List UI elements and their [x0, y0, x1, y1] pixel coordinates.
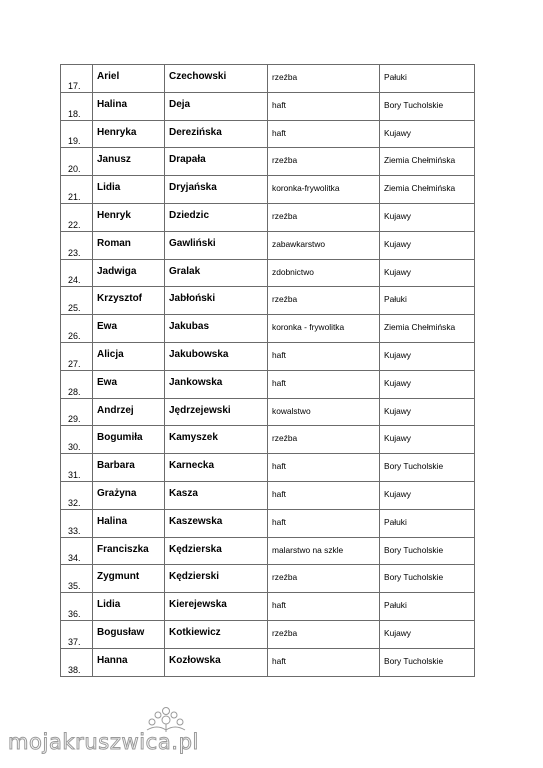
craft: haft [272, 655, 286, 666]
last-name-cell [165, 259, 268, 287]
row-number-cell [61, 259, 93, 287]
region-cell [380, 565, 475, 593]
craft: rzeźba [272, 433, 298, 444]
last-name: Derezińska [169, 126, 222, 138]
region: Kujawy [384, 627, 411, 638]
first-name: Roman [97, 237, 131, 249]
region-cell [380, 398, 475, 426]
row-number: 30. [68, 442, 81, 453]
region: Bory Tucholskie [384, 572, 444, 583]
row-number: 22. [68, 219, 81, 230]
first-name-cell [93, 454, 165, 482]
last-name-cell [165, 231, 268, 259]
table-row [61, 481, 475, 509]
first-name-cell [93, 509, 165, 537]
table-row [61, 120, 475, 148]
region-cell [380, 537, 475, 565]
region: Kujawy [384, 433, 411, 444]
region: Bory Tucholskie [384, 544, 444, 555]
first-name: Jadwiga [97, 265, 137, 277]
last-name-cell [165, 565, 268, 593]
table-row [61, 620, 475, 648]
row-number: 33. [68, 525, 81, 536]
first-name-cell [93, 176, 165, 204]
row-number: 20. [68, 164, 81, 175]
row-number: 25. [68, 303, 81, 314]
craft-cell [268, 648, 380, 676]
craft: koronka-frywolitka [272, 183, 340, 194]
row-number-cell [61, 537, 93, 565]
last-name: Deja [169, 98, 191, 110]
last-name: Jabłoński [169, 293, 216, 305]
last-name-cell [165, 620, 268, 648]
row-number: 36. [68, 608, 81, 619]
table-row [61, 426, 475, 454]
row-number: 17. [68, 80, 81, 91]
last-name: Karnecka [169, 460, 215, 472]
first-name: Andrzej [97, 404, 134, 416]
craft-cell [268, 593, 380, 621]
region-cell [380, 148, 475, 176]
craft-cell [268, 426, 380, 454]
craft: zabawkarstwo [272, 238, 326, 249]
last-name: Dziedzic [169, 209, 210, 221]
row-number-cell [61, 287, 93, 315]
last-name: Kaszewska [169, 515, 223, 527]
craft-cell [268, 509, 380, 537]
first-name: Lidia [97, 599, 121, 611]
first-name-cell [93, 537, 165, 565]
region: Bory Tucholskie [384, 99, 444, 110]
first-name: Krzysztof [97, 293, 143, 305]
region-cell [380, 315, 475, 343]
row-number-cell [61, 593, 93, 621]
table-row [61, 92, 475, 120]
first-name: Henryk [97, 209, 131, 221]
craft-cell [268, 203, 380, 231]
table-row [61, 509, 475, 537]
region: Pałuki [384, 600, 407, 611]
first-name-cell [93, 65, 165, 93]
table-row [61, 648, 475, 676]
row-number-cell [61, 481, 93, 509]
row-number-cell [61, 92, 93, 120]
last-name-cell [165, 593, 268, 621]
row-number: 37. [68, 636, 81, 647]
craft-cell [268, 65, 380, 93]
craft: haft [272, 99, 286, 110]
last-name-cell [165, 120, 268, 148]
table-row [61, 593, 475, 621]
region-cell [380, 287, 475, 315]
region-cell [380, 481, 475, 509]
first-name: Alicja [97, 348, 124, 360]
first-name-cell [93, 315, 165, 343]
craft: rzeźba [272, 155, 298, 166]
region: Pałuki [384, 72, 407, 82]
table-row [61, 65, 475, 93]
first-name-cell [93, 593, 165, 621]
region: Kujawy [384, 377, 411, 388]
first-name-cell [93, 565, 165, 593]
region-cell [380, 370, 475, 398]
region-cell [380, 231, 475, 259]
first-name-cell [93, 231, 165, 259]
region-cell [380, 454, 475, 482]
last-name: Kędzierski [169, 571, 220, 583]
region-cell [380, 120, 475, 148]
craft-cell [268, 481, 380, 509]
region-cell [380, 342, 475, 370]
row-number: 18. [68, 108, 81, 119]
last-name: Jakubowska [169, 348, 229, 360]
row-number-cell [61, 231, 93, 259]
craft-cell [268, 259, 380, 287]
craft: kowalstwo [272, 405, 311, 416]
last-name: Drapała [169, 154, 206, 166]
first-name: Janusz [97, 154, 131, 166]
row-number-cell [61, 509, 93, 537]
first-name: Ewa [97, 376, 118, 388]
first-name: Franciszka [97, 543, 149, 555]
watermark-text: mojakruszwica.pl [8, 730, 199, 754]
last-name-cell [165, 203, 268, 231]
row-number: 29. [68, 414, 81, 425]
first-name-cell [93, 648, 165, 676]
first-name-cell [93, 287, 165, 315]
craft: haft [272, 488, 286, 499]
craft-cell [268, 315, 380, 343]
last-name: Dryjańska [169, 182, 217, 194]
row-number-cell [61, 370, 93, 398]
first-name: Hanna [97, 654, 128, 666]
region: Kujawy [384, 238, 411, 249]
last-name-cell [165, 454, 268, 482]
first-name-cell [93, 342, 165, 370]
row-number-cell [61, 426, 93, 454]
last-name-cell [165, 509, 268, 537]
craft-cell [268, 454, 380, 482]
craft: haft [272, 516, 286, 527]
table-row [61, 259, 475, 287]
last-name-cell [165, 648, 268, 676]
region-cell [380, 620, 475, 648]
row-number-cell [61, 454, 93, 482]
table-row [61, 148, 475, 176]
row-number: 24. [68, 275, 81, 286]
first-name-cell [93, 203, 165, 231]
last-name-cell [165, 287, 268, 315]
row-number: 34. [68, 553, 81, 564]
first-name: Bogumiła [97, 432, 143, 444]
first-name-cell [93, 481, 165, 509]
region: Kujawy [384, 488, 411, 499]
last-name: Gawliński [169, 237, 216, 249]
last-name-cell [165, 370, 268, 398]
first-name-cell [93, 398, 165, 426]
region-cell [380, 65, 475, 93]
craft: rzeźba [272, 627, 298, 638]
row-number: 19. [68, 136, 81, 147]
row-number: 26. [68, 330, 81, 341]
region: Kujawy [384, 349, 411, 360]
last-name: Jankowska [169, 376, 223, 388]
table-row [61, 203, 475, 231]
first-name: Zygmunt [97, 571, 140, 583]
last-name: Gralak [169, 265, 201, 277]
row-number-cell [61, 620, 93, 648]
craft-cell [268, 565, 380, 593]
first-name: Grażyna [97, 487, 137, 499]
first-name-cell [93, 426, 165, 454]
last-name: Jędrzejewski [169, 404, 231, 416]
last-name-cell [165, 65, 268, 93]
craft-cell [268, 231, 380, 259]
row-number: 38. [68, 664, 81, 675]
region: Pałuki [384, 516, 407, 527]
craft: rzeźba [272, 572, 298, 583]
region-cell [380, 203, 475, 231]
craft-cell [268, 92, 380, 120]
first-name-cell [93, 92, 165, 120]
last-name-cell [165, 92, 268, 120]
region: Bory Tucholskie [384, 461, 444, 472]
craft: haft [272, 461, 286, 472]
last-name: Kędzierska [169, 543, 222, 555]
first-name: Barbara [97, 460, 135, 472]
row-number-cell [61, 565, 93, 593]
first-name-cell [93, 259, 165, 287]
last-name-cell [165, 537, 268, 565]
last-name-cell [165, 398, 268, 426]
first-name-cell [93, 370, 165, 398]
last-name-cell [165, 342, 268, 370]
last-name: Kamyszek [169, 432, 218, 444]
row-number: 32. [68, 497, 81, 508]
region: Ziemia Chełmińska [384, 155, 456, 166]
first-name: Halina [97, 515, 128, 527]
region-cell [380, 593, 475, 621]
artisan-table-body [61, 65, 475, 677]
table-row [61, 537, 475, 565]
first-name-cell [93, 120, 165, 148]
row-number: 35. [68, 581, 81, 592]
craft: rzeźba [272, 72, 298, 82]
row-number-cell [61, 120, 93, 148]
last-name: Czechowski [169, 71, 227, 82]
row-number-cell [61, 342, 93, 370]
row-number: 21. [68, 191, 81, 202]
craft: haft [272, 600, 286, 611]
first-name: Lidia [97, 182, 121, 194]
first-name: Ariel [97, 71, 120, 82]
table-row [61, 398, 475, 426]
region: Pałuki [384, 294, 407, 305]
region-cell [380, 92, 475, 120]
craft-cell [268, 620, 380, 648]
craft-cell [268, 120, 380, 148]
craft: koronka - frywolitka [272, 322, 345, 333]
table-row [61, 342, 475, 370]
craft-cell [268, 398, 380, 426]
row-number-cell [61, 398, 93, 426]
last-name-cell [165, 481, 268, 509]
row-number-cell [61, 65, 93, 93]
last-name: Jakubas [169, 321, 210, 333]
region-cell [380, 259, 475, 287]
last-name-cell [165, 176, 268, 204]
last-name: Kasza [169, 487, 198, 499]
row-number-cell [61, 148, 93, 176]
table-row [61, 565, 475, 593]
first-name: Henryka [97, 126, 137, 138]
region-cell [380, 509, 475, 537]
craft-cell [268, 287, 380, 315]
table-row [61, 454, 475, 482]
last-name: Kierejewska [169, 599, 227, 611]
table-row [61, 231, 475, 259]
row-number: 23. [68, 247, 81, 258]
region-cell [380, 426, 475, 454]
row-number-cell [61, 176, 93, 204]
last-name-cell [165, 426, 268, 454]
row-number: 28. [68, 386, 81, 397]
craft: haft [272, 377, 286, 388]
region: Bory Tucholskie [384, 655, 444, 666]
craft-cell [268, 148, 380, 176]
first-name-cell [93, 620, 165, 648]
first-name: Halina [97, 98, 128, 110]
region-cell [380, 648, 475, 676]
craft-cell [268, 537, 380, 565]
craft-cell [268, 370, 380, 398]
table-row [61, 370, 475, 398]
region: Kujawy [384, 127, 411, 138]
craft: haft [272, 127, 286, 138]
region: Kujawy [384, 405, 411, 416]
craft: malarstwo na szkle [272, 544, 344, 555]
table-row [61, 176, 475, 204]
row-number: 27. [68, 358, 81, 369]
craft: rzeźba [272, 210, 298, 221]
region: Kujawy [384, 266, 411, 277]
site-watermark [8, 704, 208, 760]
row-number-cell [61, 648, 93, 676]
craft: haft [272, 349, 286, 360]
row-number-cell [61, 315, 93, 343]
craft-cell [268, 176, 380, 204]
row-number: 31. [68, 469, 81, 480]
region-cell [380, 176, 475, 204]
region: Kujawy [384, 210, 411, 221]
craft: rzeźba [272, 294, 298, 305]
artisan-table [60, 64, 475, 677]
craft: zdobnictwo [272, 266, 314, 277]
last-name-cell [165, 315, 268, 343]
row-number-cell [61, 203, 93, 231]
region: Ziemia Chełmińska [384, 322, 456, 333]
last-name: Kozłowska [169, 654, 221, 666]
first-name: Ewa [97, 321, 118, 333]
first-name: Bogusław [97, 626, 145, 638]
last-name-cell [165, 148, 268, 176]
last-name: Kotkiewicz [169, 626, 221, 638]
region: Ziemia Chełmińska [384, 183, 456, 194]
table-row [61, 287, 475, 315]
craft-cell [268, 342, 380, 370]
table-row [61, 315, 475, 343]
first-name-cell [93, 148, 165, 176]
